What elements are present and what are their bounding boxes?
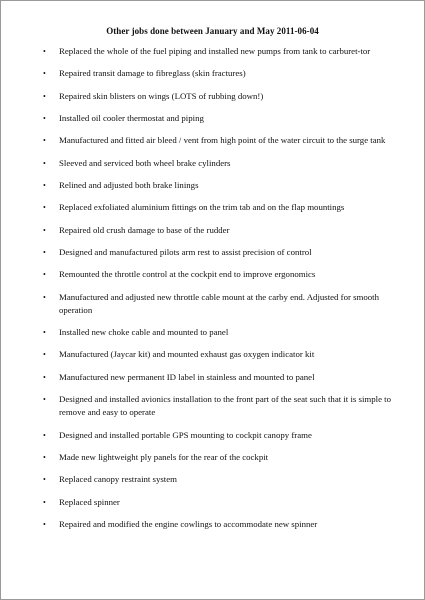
list-item <box>1 268 424 281</box>
bullet-glyph: • <box>43 328 46 338</box>
bullet-icon <box>1 429 59 442</box>
bullet-icon <box>1 348 59 361</box>
bullet-icon <box>1 45 59 58</box>
list-item <box>1 326 424 339</box>
list-item <box>1 90 424 103</box>
list-item-text: Designed and manufactured pilots arm rest to assist precision of control <box>59 247 312 258</box>
bullet-glyph: • <box>43 158 46 168</box>
list-item <box>1 224 424 237</box>
bullet-icon <box>1 451 59 464</box>
list-item <box>1 348 424 361</box>
list-item-text: Sleeved and serviced both wheel brake cylinders <box>59 157 231 168</box>
list-item <box>1 496 424 509</box>
bullet-glyph: • <box>43 203 46 213</box>
list-item-text: Relined and adjusted both brake linings <box>59 180 199 191</box>
bullet-icon <box>1 518 59 531</box>
list-item-text: Made new lightweight ply panels for the rear of the cockpit <box>59 451 269 462</box>
bullet-glyph: • <box>43 430 46 440</box>
list-item <box>1 45 424 58</box>
jobs-list <box>1 45 424 540</box>
bullet-glyph: • <box>43 350 46 360</box>
list-item <box>1 393 424 419</box>
list-item <box>1 246 424 259</box>
list-item-text: Repaired and modified the engine cowlings to accommodate new spinner <box>59 518 318 529</box>
list-item-text: Manufactured new permanent ID label in stainless and mounted to panel <box>59 371 315 382</box>
bullet-glyph: • <box>43 452 46 462</box>
list-item <box>1 201 424 214</box>
list-item-text: Repaired skin blisters on wings (LOTS of rubbing down!) <box>59 90 264 101</box>
bullet-icon <box>1 291 59 317</box>
bullet-icon <box>1 90 59 103</box>
page-title: Other jobs done between January and May 2011-06-04 <box>106 26 319 36</box>
bullet-icon <box>1 224 59 237</box>
list-item-text: Repaired old crush damage to base of the rudder <box>59 224 230 235</box>
bullet-icon <box>1 201 59 214</box>
list-item-text: Repaired transit damage to fibreglass (skin fractures) <box>59 68 246 79</box>
bullet-glyph: • <box>43 225 46 235</box>
bullet-glyph: • <box>43 248 46 258</box>
bullet-glyph: • <box>43 497 46 507</box>
bullet-icon <box>1 179 59 192</box>
bullet-icon <box>1 157 59 170</box>
list-item <box>1 473 424 486</box>
bullet-glyph: • <box>43 91 46 101</box>
list-item <box>1 179 424 192</box>
bullet-icon <box>1 268 59 281</box>
list-item-text: Replaced the whole of the fuel piping and installed new pumps from tank to carburet-tor <box>59 46 371 56</box>
list-item <box>1 157 424 170</box>
list-item-text: Manufactured (Jaycar kit) and mounted exhaust gas oxygen indicator kit <box>59 349 315 360</box>
list-item-text: Replaced canopy restraint system <box>59 474 177 485</box>
bullet-glyph: • <box>43 114 46 124</box>
bullet-icon <box>1 134 59 147</box>
list-item-text: Remounted the throttle control at the cockpit end to improve ergonomics <box>59 269 316 280</box>
bullet-icon <box>1 393 59 419</box>
bullet-icon <box>1 67 59 80</box>
list-item-text: Designed and installed avionics installation to the front part of the seat such that it is simple to remove and easy to operate <box>59 394 392 418</box>
list-item <box>1 429 424 442</box>
list-item-text: Installed oil cooler thermostat and piping <box>59 113 204 124</box>
bullet-glyph: • <box>43 136 46 146</box>
bullet-icon <box>1 246 59 259</box>
bullet-glyph: • <box>43 292 46 302</box>
bullet-icon <box>1 473 59 486</box>
list-item <box>1 451 424 464</box>
list-item <box>1 112 424 125</box>
list-item-text: Replaced spinner <box>59 496 120 507</box>
list-item-text: Designed and installed portable GPS mounting to cockpit canopy frame <box>59 429 312 440</box>
list-item <box>1 518 424 531</box>
bullet-icon <box>1 112 59 125</box>
bullet-glyph: • <box>43 270 46 280</box>
list-item <box>1 134 424 147</box>
list-item-text: Manufactured and adjusted new throttle cable mount at the carby end. Adjusted for smooth operation <box>59 291 380 315</box>
list-item <box>1 67 424 80</box>
bullet-glyph: • <box>43 372 46 382</box>
bullet-glyph: • <box>43 47 46 56</box>
bullet-glyph: • <box>43 475 46 485</box>
list-item-text: Installed new choke cable and mounted to panel <box>59 327 229 338</box>
bullet-glyph: • <box>43 69 46 79</box>
list-item <box>1 291 424 317</box>
bullet-icon <box>1 496 59 509</box>
list-item-text: Replaced exfoliated aluminium fittings on the trim tab and on the flap mountings <box>59 202 345 213</box>
list-item-text: Manufactured and fitted air bleed / vent from high point of the water circuit to the surge tank <box>59 135 386 146</box>
bullet-icon <box>1 371 59 384</box>
bullet-icon <box>1 326 59 339</box>
bullet-glyph: • <box>43 395 46 405</box>
list-item <box>1 371 424 384</box>
bullet-glyph: • <box>43 519 46 529</box>
bullet-glyph: • <box>43 181 46 191</box>
